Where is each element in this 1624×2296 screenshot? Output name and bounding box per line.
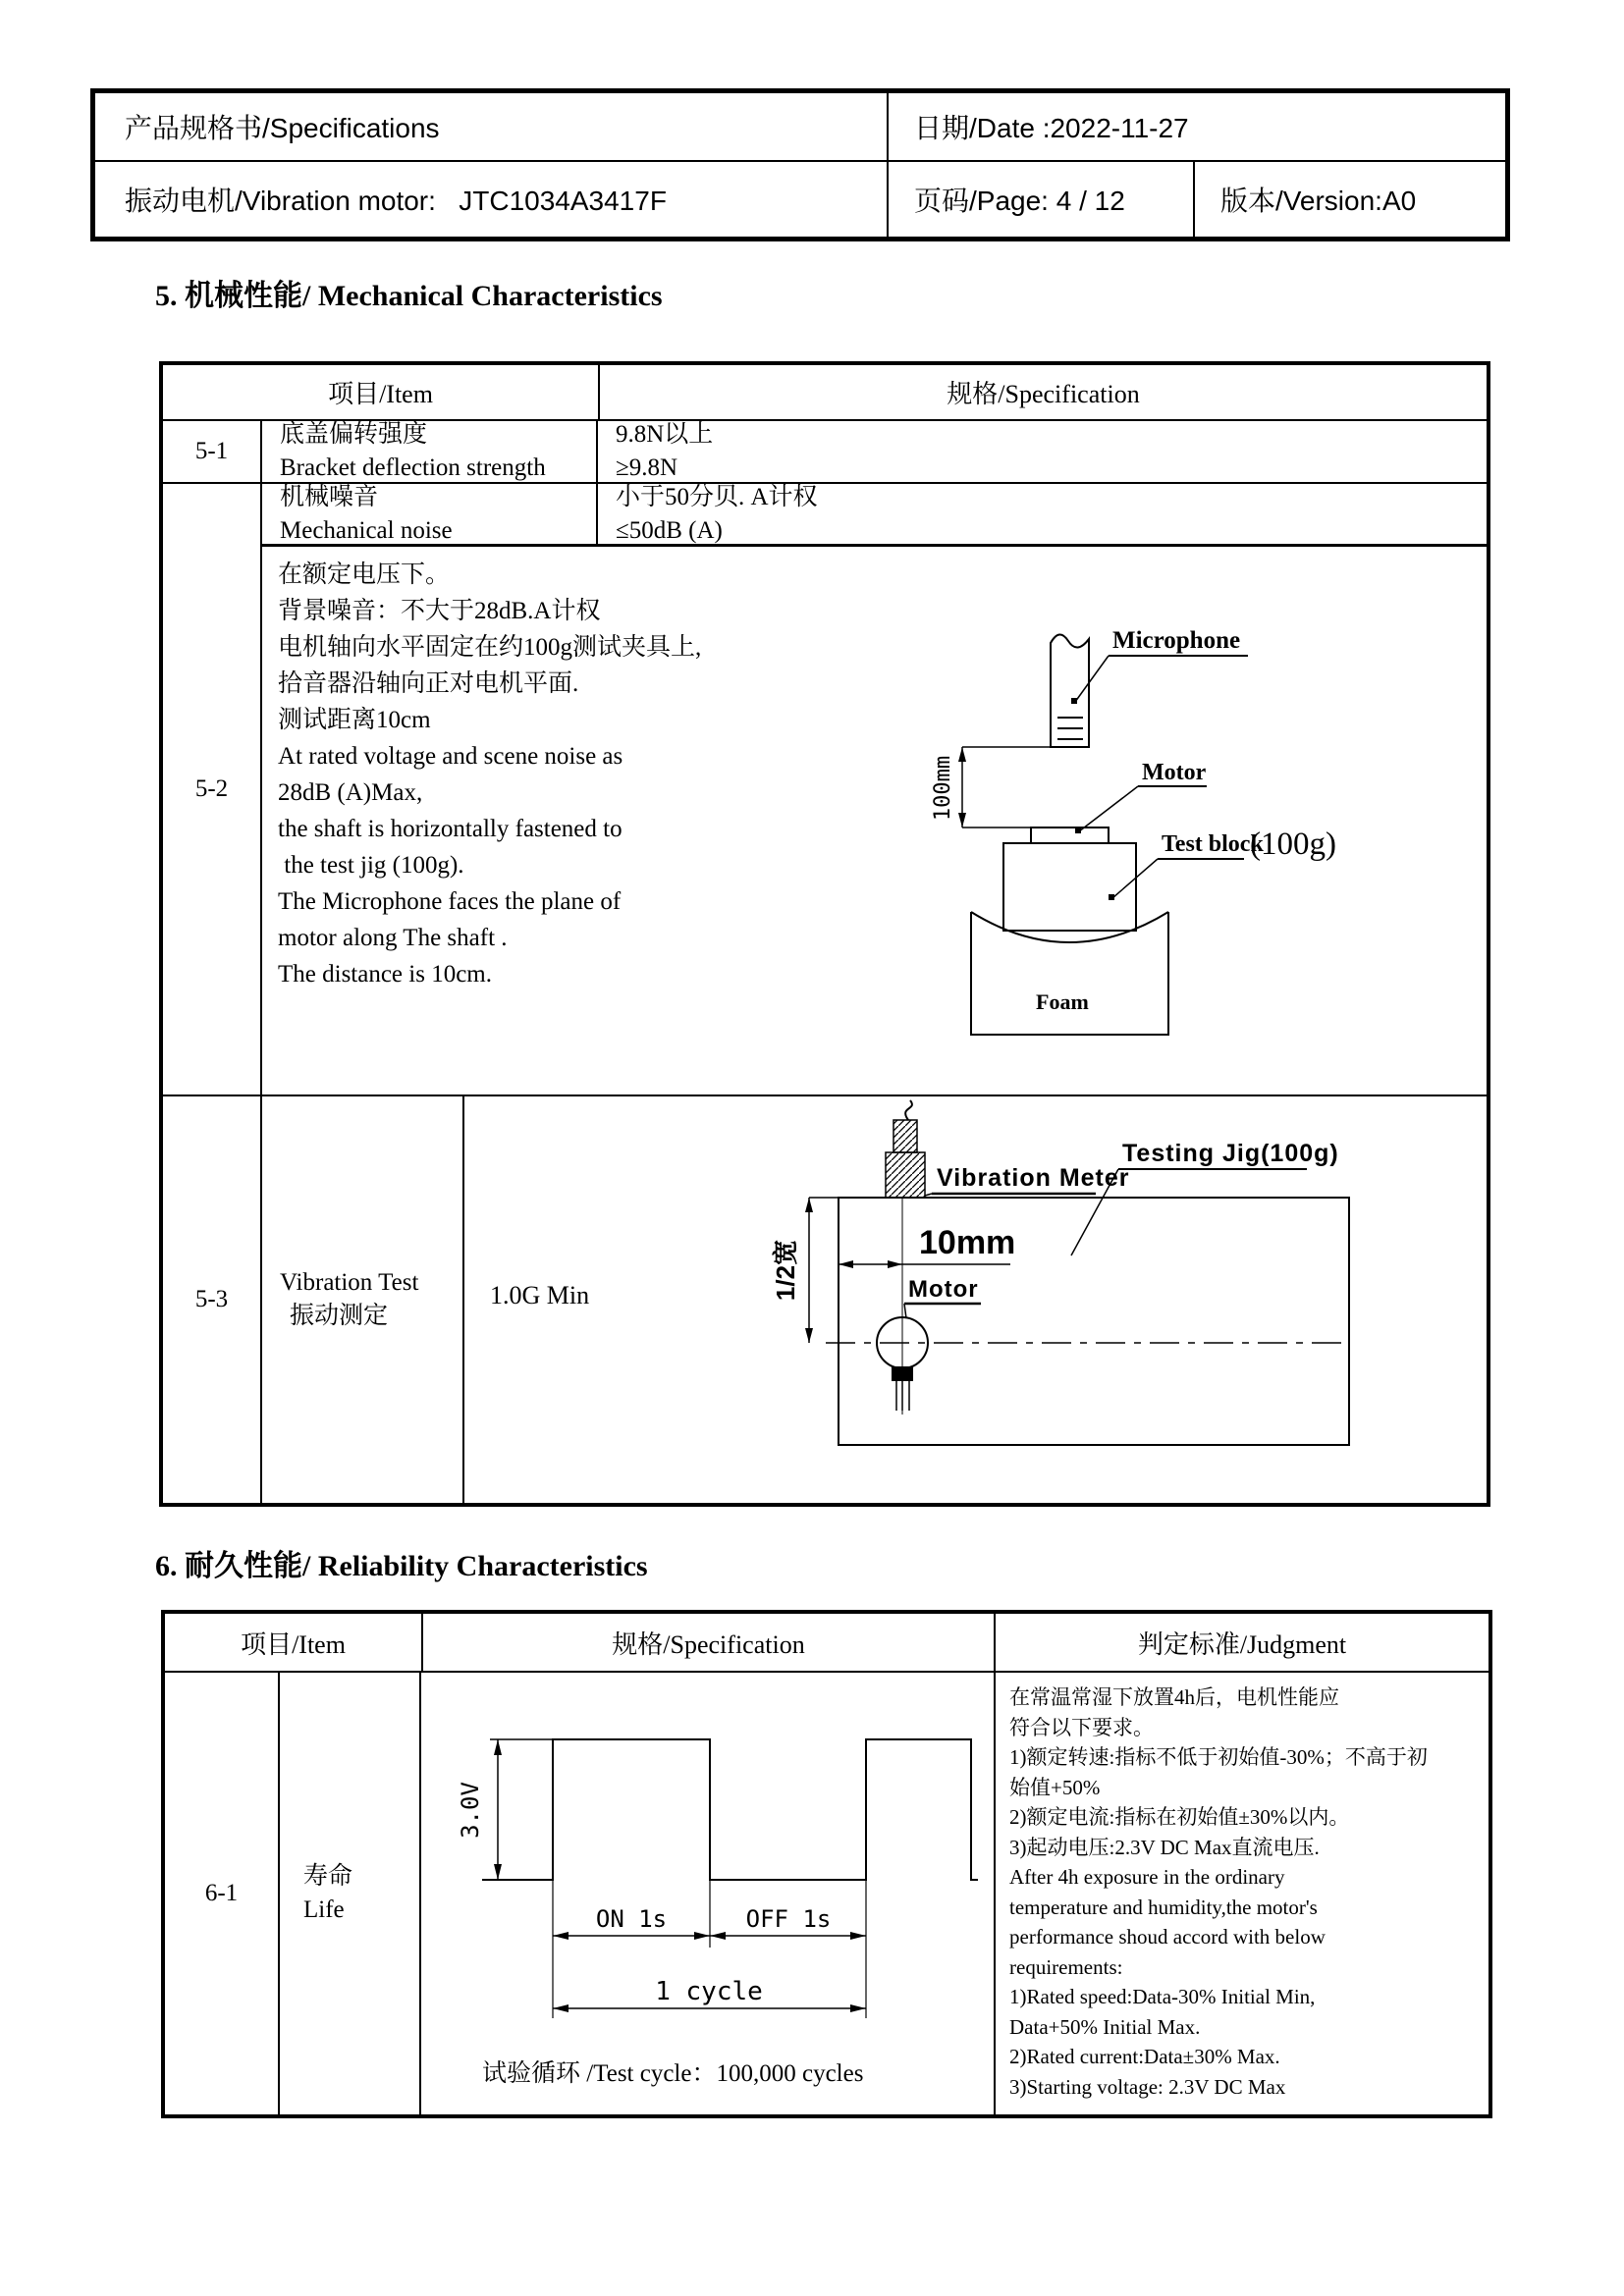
s5-row-number: 5-1 (163, 421, 262, 482)
s5-spec-cell (598, 484, 1487, 544)
item-cn: 机械噪音 (280, 483, 379, 510)
header-row-2 (95, 162, 1505, 237)
document-version: 版本/Version:A0 (1220, 186, 1417, 216)
judgment-line: 在常温常湿下放置4h后，电机性能应 (1009, 1685, 1339, 1709)
judgment-line: 2)Rated current:Data±30% Max. (1009, 2045, 1280, 2068)
judgment-line: 始值+50% (1009, 1775, 1101, 1799)
judgment-cell (996, 1673, 1489, 2114)
dimension-on (553, 1905, 710, 1940)
motor-model: 振动电机/Vibration motor: JTC1034A3417F (95, 162, 889, 237)
dimension-10mm (839, 1224, 1015, 1268)
svg-text:100mm: 100mm (931, 755, 955, 822)
section6-heading: 6. 耐久性能/ Reliability Characteristics (155, 1550, 648, 1582)
svg-text:(100g): (100g) (1250, 827, 1336, 862)
vibration-meter-icon (886, 1100, 925, 1198)
svg-text:Motor: Motor (908, 1276, 979, 1303)
microphone-label (1071, 627, 1248, 704)
item-en: Life (303, 1896, 345, 1923)
life-test-waveform (421, 1673, 992, 2044)
s6-col-item: 项目/Item (165, 1614, 423, 1671)
vibration-test-cell (464, 1096, 1487, 1503)
desc-line: The Microphone faces the plane of (278, 888, 622, 915)
s6-header-row (165, 1614, 1489, 1673)
motor-label (904, 1276, 981, 1318)
s5-row-5-2-right (262, 484, 1487, 1095)
mechanical-characteristics-table (159, 361, 1490, 1507)
spec-cn: 9.8N以上 (616, 421, 714, 448)
svg-text:1/2宽: 1/2宽 (771, 1239, 800, 1302)
spec-cn: 小于50分贝. A计权 (616, 483, 818, 510)
desc-line: 测试距离10cm (278, 707, 431, 733)
item-cn: 振动测定 (290, 1303, 389, 1329)
svg-text:Motor: Motor (1142, 760, 1207, 785)
vibration-meter-label (925, 1164, 1130, 1196)
judgment-line: 2)额定电流:指标在初始值±30%以内。 (1009, 1805, 1350, 1829)
spec-en: ≤50dB (A) (616, 516, 723, 544)
svg-text:ON 1s: ON 1s (595, 1905, 668, 1933)
test-cycle-text: 试验循环 /Test cycle：100,000 cycles (482, 2060, 864, 2087)
desc-line: the test jig (100g). (278, 852, 464, 879)
document-title: 产品规格书/Specifications (95, 93, 889, 160)
header-row-1 (95, 93, 1505, 162)
s5-col-spec: 规格/Specification (947, 380, 1140, 408)
dimension-cycle (553, 1977, 866, 2012)
item-en: Vibration Test (280, 1269, 419, 1296)
judgment-line: 3)Starting voltage: 2.3V DC Max (1009, 2074, 1286, 2099)
s6-col-judgment: 判定标准/Judgment (1137, 1629, 1347, 1659)
desc-line: motor along The shaft . (278, 925, 508, 951)
s5-item-cell (262, 1096, 464, 1503)
judgment-line: 1)额定转速:指标不低于初始值-30%；不高于初 (1009, 1745, 1428, 1769)
s5-row-5-1 (163, 421, 1487, 484)
judgment-line: Data+50% Initial Max. (1009, 2014, 1201, 2039)
svg-text:Microphone: Microphone (1112, 627, 1241, 654)
document-date: 日期/Date :2022-11-27 (914, 113, 1189, 143)
desc-line: 电机轴向水平固定在约100g测试夹具上, (278, 634, 702, 661)
s5-row-number: 5-3 (163, 1096, 262, 1503)
svg-text:Vibration Meter: Vibration Meter (937, 1164, 1130, 1192)
judgment-line: requirements: (1009, 1954, 1123, 1979)
s6-col-spec: 规格/Specification (423, 1614, 996, 1671)
desc-line: At rated voltage and scene noise as (278, 743, 623, 770)
svg-text:OFF 1s: OFF 1s (745, 1905, 832, 1933)
page-number: 页码/Page: 4 / 12 (889, 162, 1195, 237)
dimension-3v (457, 1739, 553, 1880)
document-header-table (90, 88, 1510, 241)
svg-text:1 cycle: 1 cycle (655, 1977, 763, 2006)
foam-label: Foam (1036, 989, 1089, 1014)
s6-row-6-1 (165, 1673, 1489, 2114)
noise-test-text (278, 557, 701, 992)
s5-spec-cell (598, 421, 1487, 482)
s5-item-cell (262, 484, 598, 544)
s6-row-number: 6-1 (165, 1673, 280, 2114)
desc-line: the shaft is horizontally fastened to (278, 816, 623, 842)
desc-line: 28dB (A)Max, (278, 779, 423, 806)
s5-row-number: 5-2 (163, 484, 262, 1095)
dimension-half-width (771, 1198, 839, 1343)
motor-on-block (1003, 828, 1136, 931)
noise-subrow (262, 484, 1487, 547)
dimension-100mm (931, 747, 1051, 828)
desc-line: 背景噪音：不大于28dB.A计权 (278, 598, 601, 624)
vibration-test-diagram (541, 1098, 1474, 1501)
pulse-waveform (482, 1739, 978, 1880)
life-test-spec-cell (421, 1673, 996, 2114)
judgment-line: 符合以下要求。 (1009, 1715, 1154, 1739)
item-cn: 寿命 (303, 1863, 353, 1890)
desc-line: 在额定电压下。 (278, 561, 451, 588)
s5-col-item: 项目/Item (163, 365, 600, 419)
judgment-line: After 4h exposure in the ordinary (1009, 1865, 1285, 1889)
dimension-off (710, 1905, 866, 1940)
section5-heading: 5. 机械性能/ Mechanical Characteristics (155, 280, 663, 312)
desc-line: The distance is 10cm. (278, 961, 492, 988)
s5-row-5-3 (163, 1096, 1487, 1503)
noise-test-diagram (910, 553, 1480, 1091)
judgment-line: temperature and humidity,the motor's (1009, 1895, 1318, 1919)
motor-label (1075, 760, 1207, 833)
item-en: Bracket deflection strength (280, 454, 546, 481)
item-cn: 底盖偏转强度 (280, 421, 428, 448)
svg-text:3.0V: 3.0V (457, 1782, 484, 1839)
s5-row-5-2 (163, 484, 1487, 1096)
s5-item-cell (262, 421, 598, 482)
item-en: Mechanical noise (280, 516, 453, 544)
svg-text:10mm: 10mm (919, 1224, 1016, 1261)
spec-en: ≥9.8N (616, 454, 678, 481)
s6-item-cell (280, 1673, 421, 2114)
s5-header-row (163, 365, 1487, 421)
judgment-line: performance shoud accord with below (1009, 1925, 1326, 1949)
noise-test-description-cell (262, 547, 1487, 1095)
reliability-characteristics-table (161, 1610, 1492, 2118)
desc-line: 拾音器沿轴向正对电机平面. (278, 670, 579, 697)
judgment-line: 1)Rated speed:Data-30% Initial Min, (1009, 1985, 1316, 2008)
svg-text:Testing Jig(100g): Testing Jig(100g) (1122, 1140, 1339, 1167)
test-block-label (1109, 827, 1336, 900)
svg-text:Test block: Test block (1162, 831, 1264, 857)
vibration-spec-value: 1.0G Min (490, 1281, 590, 1309)
judgment-line: 3)起动电压:2.3V DC Max直流电压. (1009, 1835, 1320, 1859)
